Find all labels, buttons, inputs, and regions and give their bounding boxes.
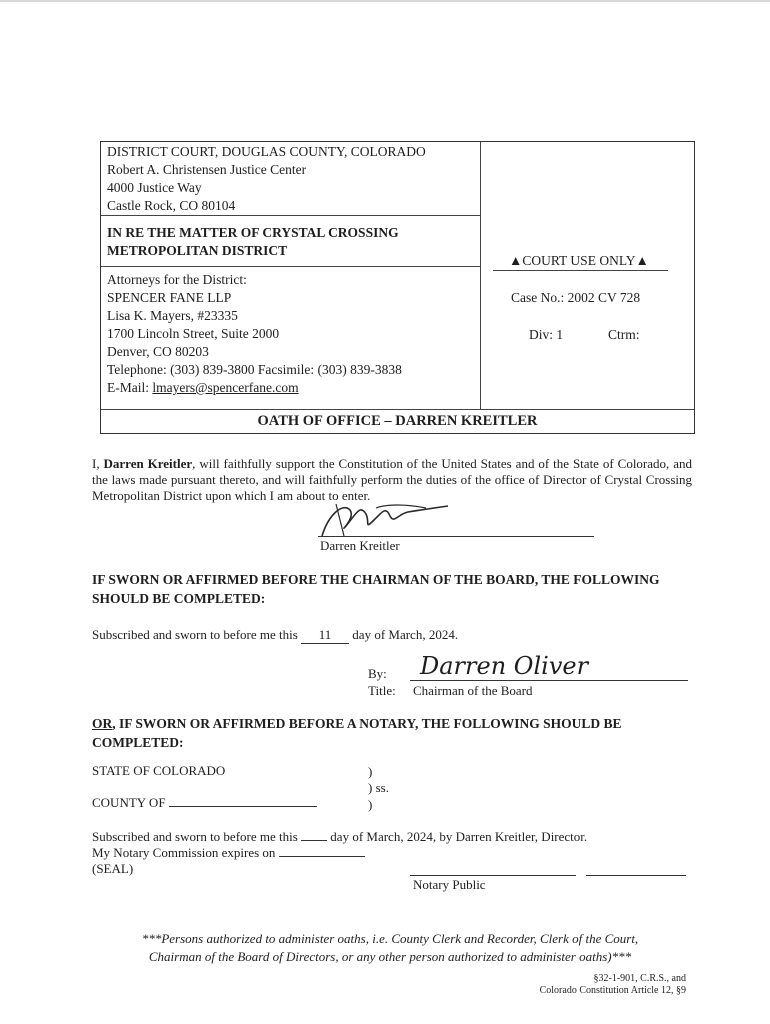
note-line-1: ***Persons authorized to administer oaths, i.e. County Clerk and Recorder, Clerk of the Court,: [141, 931, 639, 946]
note-line-2: Chairman of the Board of Directors, or any other person authorized to administer oaths)***: [148, 949, 632, 964]
case-number: Case No.: 2002 CV 728: [511, 290, 641, 305]
title-label: Title:: [368, 683, 396, 698]
attorney-name: Lisa K. Mayers, #23335: [107, 308, 238, 323]
notary-public-label: Notary Public: [413, 877, 486, 892]
notary-subscribed-suffix: day of March, 2024, by Darren Kreitler, Director.: [330, 829, 588, 844]
chairman-signature: Darren Oliver: [420, 652, 589, 680]
seal-label: (SEAL): [92, 861, 134, 876]
paren-ss: ) ss.: [368, 780, 389, 795]
attorney-info: [107, 271, 402, 397]
court-info: [107, 143, 426, 215]
chairman-subscribed-line: [92, 627, 458, 644]
firm-street: 1700 Lincoln Street, Suite 2000: [107, 326, 280, 341]
matter-line-2: METROPOLITAN DISTRICT: [107, 243, 288, 258]
commission-label: My Notary Commission expires on: [92, 845, 276, 860]
statute-citation: [540, 973, 686, 997]
paren-3: ): [368, 797, 373, 812]
notary-heading-line-1: [92, 714, 621, 733]
firm-city: Denver, CO 80203: [107, 344, 209, 359]
paren-1: ): [368, 764, 373, 779]
firm-email-line: [107, 379, 402, 397]
oath-name: Darren Kreitler: [103, 456, 193, 471]
court-name: DISTRICT COURT, DOUGLAS COUNTY, COLORADO: [107, 144, 426, 159]
commission-line: [92, 845, 365, 861]
notary-day-field[interactable]: [301, 840, 327, 841]
scan-top-edge: [0, 0, 770, 2]
court-use-only: ▲COURT USE ONLY▲: [509, 253, 649, 268]
chairman-subscribed-prefix: Subscribed and sworn to before me this: [92, 627, 298, 642]
notary-subscribed-prefix: Subscribed and sworn to before me this: [92, 829, 298, 844]
court-street: 4000 Justice Way: [107, 180, 202, 195]
email-link[interactable]: lmayers@spencerfane.com: [152, 380, 299, 395]
court-use-underline: [493, 270, 668, 271]
county-line: [92, 795, 317, 811]
courtroom: Ctrm:: [608, 327, 640, 342]
caption-divider-1: [101, 215, 480, 216]
document-title: OATH OF OFFICE – DARREN KREITLER: [257, 413, 538, 429]
oath-prefix: I,: [92, 456, 104, 471]
notary-heading-line-2: COMPLETED:: [92, 735, 184, 750]
director-signature-line: [318, 536, 594, 537]
or-label: OR: [92, 716, 113, 731]
notary-signature-line: [410, 875, 576, 876]
citation-line-1: §32-1-901, C.R.S., and: [593, 973, 686, 984]
oath-text: , will faithfully support the Constitution of the United States and of the State of Colorado, and the laws made pursuant thereto, and will faithfully perform the duties of the office of Director of Crystal Crossing Metropolitan District upon which I am about to enter.: [92, 456, 692, 503]
authorized-persons-note: [100, 930, 680, 966]
commission-field[interactable]: [279, 856, 365, 857]
by-signature-line: [410, 680, 688, 681]
chairman-heading-line-2: SHOULD BE COMPLETED:: [92, 591, 266, 606]
court-city: Castle Rock, CO 80104: [107, 198, 236, 213]
by-label: By:: [368, 666, 387, 681]
county-label: COUNTY OF: [92, 795, 166, 810]
email-label: E-Mail:: [107, 380, 153, 395]
citation-line-2: Colorado Constitution Article 12, §9: [539, 985, 686, 996]
signer-name: Darren Kreitler: [320, 538, 400, 553]
notary-heading: [92, 714, 621, 752]
caption-divider-2: [101, 266, 480, 267]
chairman-subscribed-suffix: day of March, 2024.: [352, 627, 459, 642]
matter-of: [107, 224, 399, 260]
law-firm: SPENCER FANE LLP: [107, 290, 232, 305]
firm-phone-fax: Telephone: (303) 839-3800 Facsimile: (303) 839-3838: [107, 362, 402, 377]
caption-divider-3: [101, 409, 694, 410]
notary-heading-text: , IF SWORN OR AFFIRMED BEFORE A NOTARY, THE FOLLOWING SHOULD BE: [112, 716, 622, 731]
division: Div: 1: [529, 327, 564, 342]
notary-subscribed-line: [92, 829, 587, 845]
chairman-heading: [92, 570, 660, 608]
notary-signature-line-2: [586, 875, 686, 876]
chairman-day-field[interactable]: 11: [301, 627, 349, 644]
matter-line-1: IN RE THE MATTER OF CRYSTAL CROSSING: [107, 225, 399, 240]
court-center: Robert A. Christensen Justice Center: [107, 162, 307, 177]
case-caption-box: [100, 141, 695, 434]
state-label: STATE OF COLORADO: [92, 763, 226, 778]
title-value: Chairman of the Board: [413, 683, 533, 698]
caption-column-divider: [480, 142, 481, 409]
attorney-label: Attorneys for the District:: [107, 272, 247, 287]
chairman-heading-line-1: IF SWORN OR AFFIRMED BEFORE THE CHAIRMAN OF THE BOARD, THE FOLLOWING: [92, 572, 660, 587]
county-field[interactable]: [169, 806, 317, 807]
